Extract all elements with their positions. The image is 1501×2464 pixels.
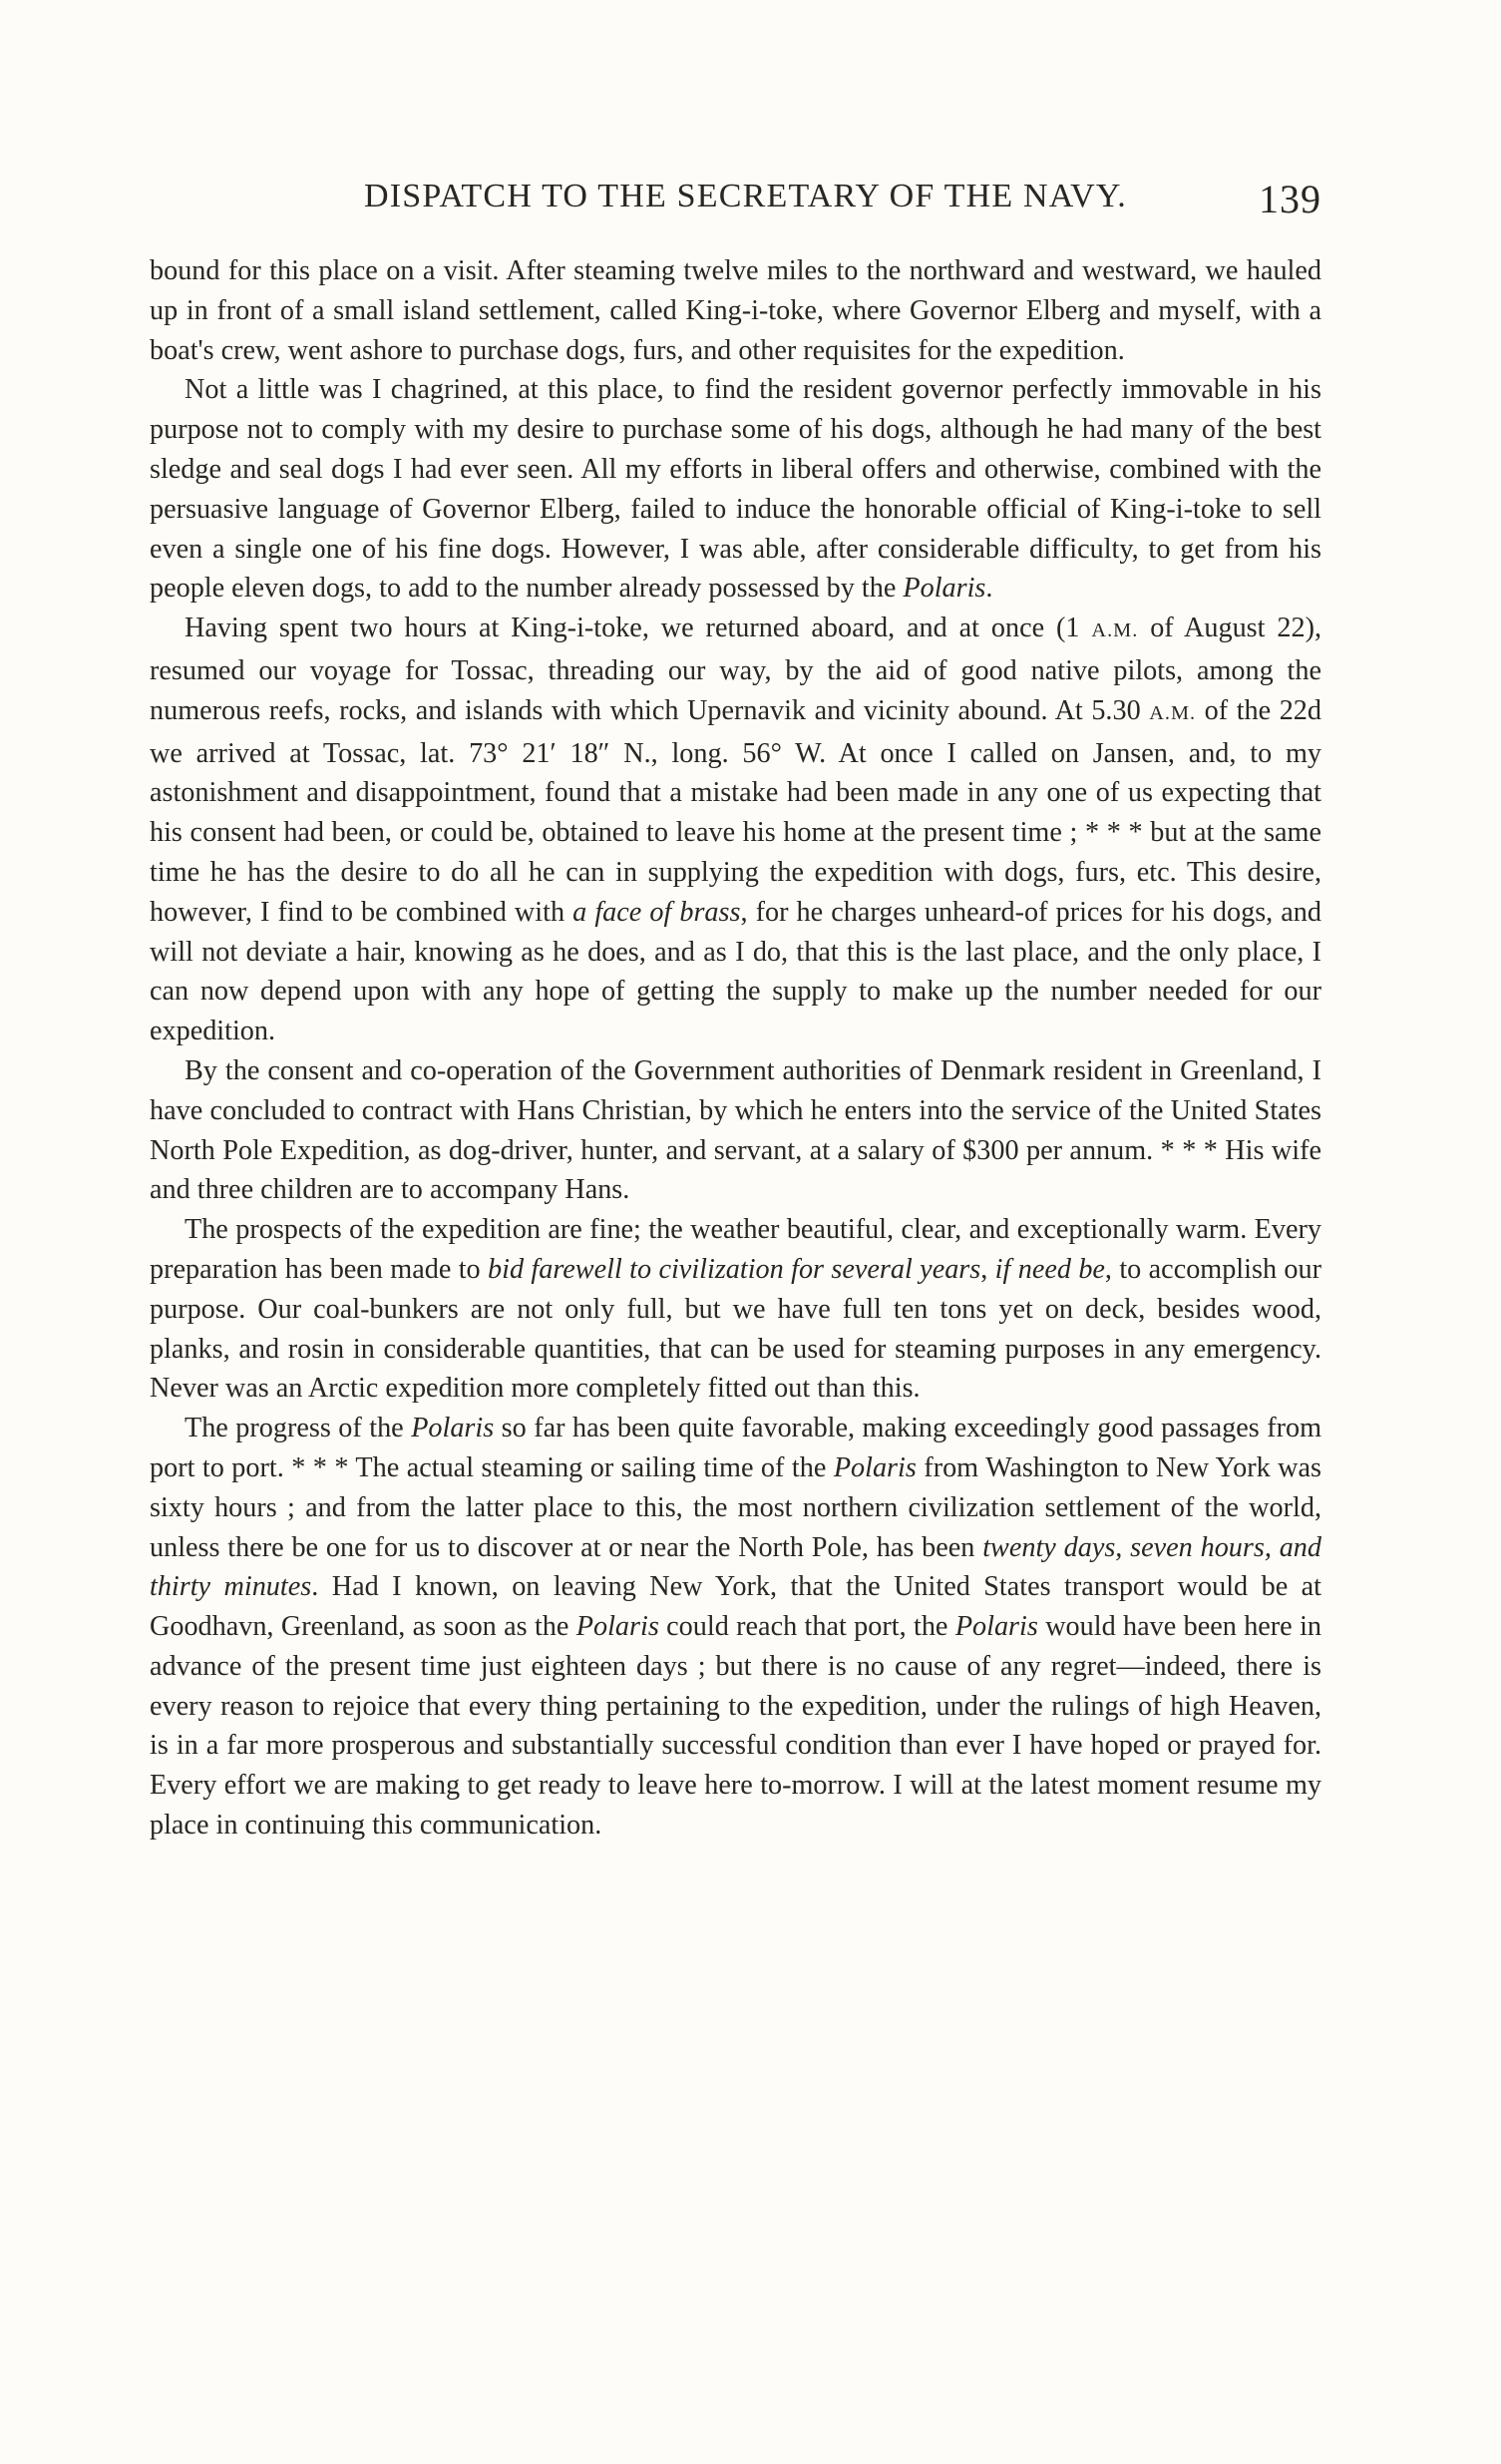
paragraph-2 (150, 370, 1321, 609)
text-run: By the consent and co-operation of the Government authorities of Denmark resident in Greenland, I have concluded to contract with Hans Christian, by which he enters into the service of the United States North Pole Expedition, as dog-driver, hunter, and servant, at a salary of $300 per annum. * * * His wife and three children are to accompany Hans. (150, 1054, 1321, 1206)
italic-text: Polaris (575, 1611, 659, 1643)
text-run: could reach that port, the (658, 1611, 955, 1643)
text-run: The progress of the (185, 1413, 412, 1444)
text-run: , for he charges unheard-of prices for his dogs, and will not deviate a hair, knowing as he does, and as I do, that this is the last place, and the only place, I can now depend upon with any hope of getting the supply to make up the number needed for our expedition. (150, 896, 1321, 1047)
italic-text: bid farewell to civilization for several years (488, 1253, 981, 1285)
small-caps-text: A.M. (1091, 619, 1139, 642)
italic-text: a face of brass (572, 896, 741, 928)
text-run: Having spent two hours at King-i-toke, we returned aboard, and at once (1 (185, 613, 1092, 644)
paragraph-3 (150, 609, 1321, 1051)
text-run: Not a little was I chagrined, at this place, to find the resident governor perfectly immovable in his purpose not to comply with my desire to purchase some of his dogs, although he had many of the best sledge and seal dogs I had ever seen. All my efforts in liberal offers and otherwise, combined with the persuasive language of Governor Elberg, failed to induce the honorable official of King-i-toke to sell even a single one of his fine dogs. However, I was able, after considerable difficulty, to get from his people eleven dogs, to add to the number already possessed by the (150, 374, 1321, 605)
italic-text: Polaris (833, 1451, 917, 1483)
italic-text: Polaris (954, 1611, 1038, 1643)
text-run: , to accomplish our purpose. Our coal-bunkers are not only full, but we have full ten tons yet on deck, besides wood, planks, and rosin in considerable quantities, that can be used for steaming purposes in any emergency. Never was an Arctic expedition more completely fitted out than this. (150, 1253, 1321, 1405)
page-number: 139 (1259, 177, 1321, 221)
paragraph-6 (150, 1409, 1321, 1846)
text-run: The prospects of the expedition are fine; the weather beautiful, clear, and exceptionally warm. Every preparation has been made to (150, 1214, 1321, 1285)
italic-text: twenty days, seven hours, and thirty minutes (150, 1531, 1321, 1603)
running-title: DISPATCH TO THE SECRETARY OF THE NAVY. (364, 178, 1127, 214)
running-head (150, 168, 1321, 221)
italic-text: Polaris (903, 573, 986, 605)
text-run: , (980, 1253, 995, 1285)
small-caps-text: A.M. (1149, 701, 1197, 724)
text-run: of the 22d we arrived at Tossac, lat. 73° 21′ 18″ N., long. 56° W. At once I called on Jansen, and, to my astonishment and disappointment, found that a mistake had been made in any one of us expecting that his consent had been, or could be, obtained to leave his home at the present time ; * * * but at the same time he has the desire to do all he can in supplying the expedition with dogs, furs, etc. This desire, however, I find to be combined with (150, 694, 1321, 928)
text-run: from Washington to New York was sixty hours ; and from the latter place to this, the most northern civilization settlement of the world, unless there be one for us to discover at or near the North Pole, has been (150, 1451, 1321, 1563)
italic-text: Polaris (411, 1413, 495, 1444)
paragraph-1 (150, 251, 1321, 370)
body-text (150, 251, 1321, 1846)
text-run: of August 22), resumed our voyage for Tossac, threading our way, by the aid of good native pilots, among the numerous reefs, rocks, and islands with which Upernavik and vicinity abound. At 5.30 (150, 613, 1322, 726)
text-run: so far has been quite favorable, making exceedingly good passages from port to port. * * * The actual steaming or sailing time of the (150, 1413, 1321, 1483)
paragraph-5 (150, 1210, 1321, 1409)
text-run: . Had I known, on leaving New York, that the United States transport would be at Goodhavn, Greenland, as soon as the (150, 1571, 1321, 1643)
text-run: would have been here in advance of the present time just eighteen days ; but there is no cause of any regret—indeed, there is every reason to rejoice that every thing pertaining to the expedition, under the rulings of high Heaven, is in a far more prosperous and substantially successful condition than ever I have hoped or prayed for. Every effort we are making to get ready to leave here to-morrow. I will at the latest moment resume my place in continuing this communication. (150, 1611, 1321, 1842)
paragraph-4 (150, 1051, 1321, 1210)
text-run: . (985, 573, 993, 605)
italic-text: if need be (994, 1253, 1105, 1285)
text-run: bound for this place on a visit. After steaming twelve miles to the northward and westward, we hauled up in front of a small island settlement, called King-i-toke, where Governor Elberg and myself, with a boat's crew, went ashore to purchase dogs, furs, and other requisites for the expedition. (150, 255, 1321, 366)
